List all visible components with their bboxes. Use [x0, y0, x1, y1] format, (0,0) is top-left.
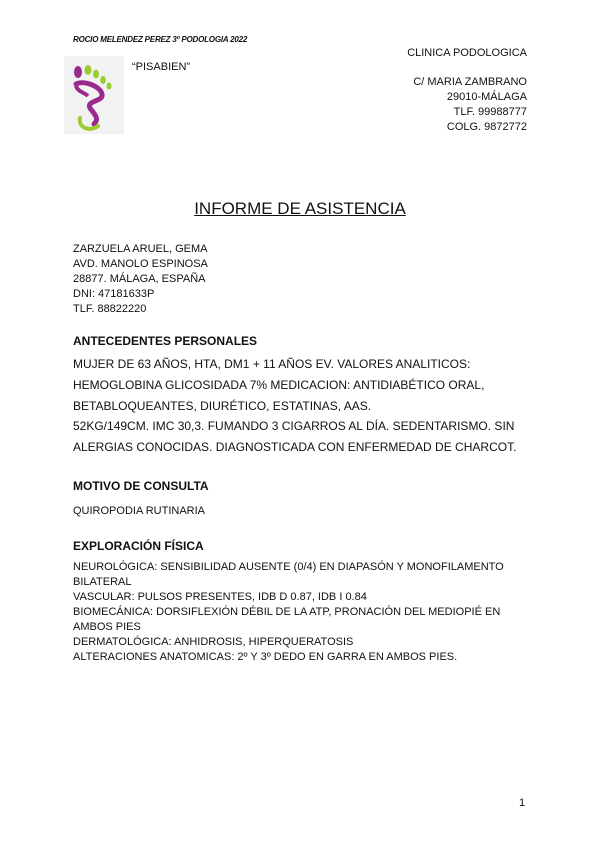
text-line: BETABLOQUEANTES, DIURÉTICO, ESTATINAS, AAS. — [73, 398, 372, 413]
text-line: BIOMECÁNICA: DORSIFLEXIÓN DÉBIL DE LA ATP, PRONACIÓN DEL MEDIOPIÉ EN — [73, 606, 501, 618]
foot-logo-icon — [64, 56, 124, 134]
motivo-text: QUIROPODIA RUTINARIA — [73, 505, 206, 517]
clinic-address-line: C/ MARIA ZAMBRANO — [413, 76, 527, 88]
clinic-name: CLINICA PODOLOGICA — [407, 47, 527, 59]
clinic-colg: COLG. 9872772 — [446, 121, 527, 133]
patient-phone: TLF. 88822220 — [73, 303, 147, 315]
text-line: 52KG/149CM. IMC 30,3. FUMANDO 3 CIGARROS AL DÍA. SEDENTARISMO. SIN — [73, 419, 515, 434]
text-line: ALTERACIONES ANATOMICAS: 2º Y 3º DEDO EN GARRA EN AMBOS PIES. — [73, 651, 458, 663]
page-number: 1 — [519, 797, 526, 809]
brand-name: “PISABIEN” — [132, 61, 191, 73]
patient-city: 28877. MÁLAGA, ESPAÑA — [73, 273, 206, 285]
patient-address: AVD. MANOLO ESPINOSA — [73, 258, 208, 270]
patient-dni: DNI: 47181633P — [73, 288, 155, 300]
motivo-heading: MOTIVO DE CONSULTA — [73, 479, 209, 493]
foot-logo — [64, 56, 124, 134]
page-title: INFORME DE ASISTENCIA — [194, 199, 406, 218]
text-line: AMBOS PIES — [73, 621, 141, 633]
header-note: ROCIO MELENDEZ PEREZ 3º PODOLOGIA 2022 — [73, 35, 248, 44]
text-line: HEMOGLOBINA GLICOSIDADA 7% MEDICACION: ANTIDIABÉTICO ORAL, — [73, 377, 485, 392]
patient-info — [73, 242, 208, 317]
antecedentes-text — [73, 354, 516, 458]
antecedentes-heading: ANTECEDENTES PERSONALES — [73, 334, 258, 348]
exploracion-heading: EXPLORACIÓN FÍSICA — [73, 539, 204, 553]
text-line: VASCULAR: PULSOS PRESENTES, IDB D 0.87, IDB I 0.84 — [73, 591, 367, 603]
clinic-address — [413, 75, 527, 135]
clinic-address-line: 29010-MÁLAGA — [446, 91, 527, 103]
text-line: BILATERAL — [73, 576, 132, 588]
text-line: MUJER DE 63 AÑOS, HTA, DM1 + 11 AÑOS EV. VALORES ANALITICOS: — [73, 357, 471, 371]
patient-name: ZARZUELA ARUEL, GEMA — [73, 243, 208, 255]
clinic-phone: TLF. 99988777 — [453, 106, 527, 118]
exploracion-text — [73, 560, 504, 665]
text-line: DERMATOLÓGICA: ANHIDROSIS, HIPERQUERATOSIS — [73, 636, 354, 648]
text-line: NEUROLÓGICA: SENSIBILIDAD AUSENTE (0/4) EN DIAPASÓN Y MONOFILAMENTO — [73, 561, 504, 573]
text-line: ALERGIAS CONOCIDAS. DIAGNOSTICADA CON ENFERMEDAD DE CHARCOT. — [73, 440, 517, 455]
